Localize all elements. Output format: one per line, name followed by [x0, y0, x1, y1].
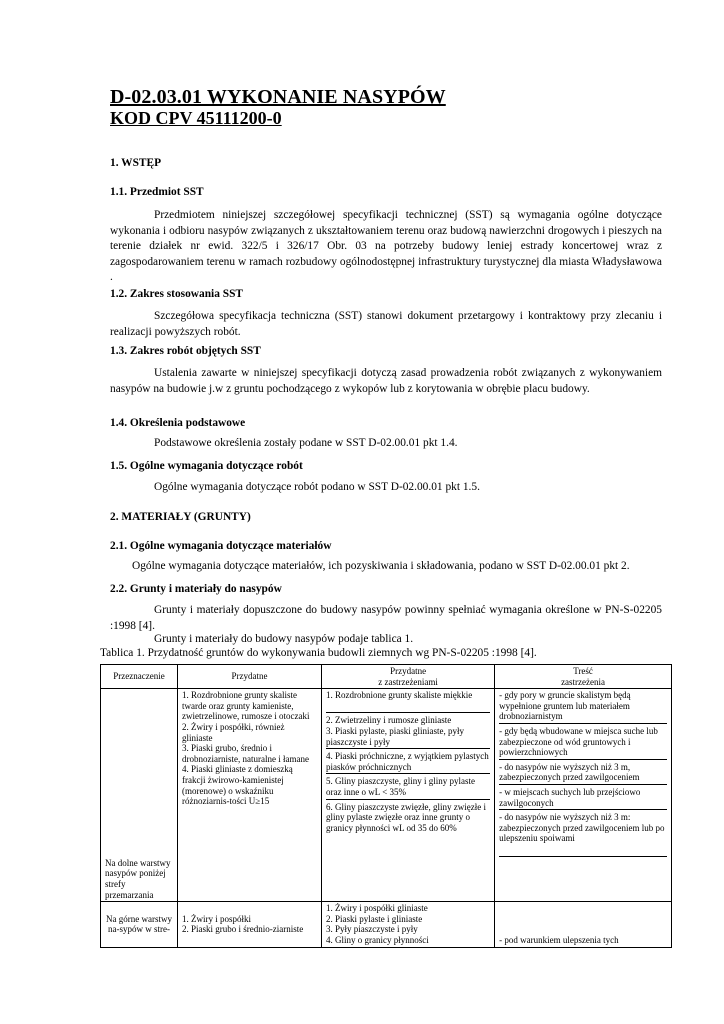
section-2-1-text: Ogólne wymagania dotyczące materiałów, ich pozyskiwania i składowania, podano w SST D-02.00.01 pkt 2. [132, 560, 630, 572]
table-caption: Tablica 1. Przydatność gruntów do wykonywania budowli ziemnych wg PN-S-02205 :1998 [4]. [100, 647, 537, 659]
section-2-1-heading: 2.1. Ogólne wymagania dotyczące materiałów [110, 540, 332, 552]
section-1-3-body: Ustalenia zawarte w niniejszej specyfikacji dotyczą zasad prowadzenia robót związanych z wykonywaniem nasypów na budowie j.w z gruntu pochodzącego z wykopów lub z korytowania w obrębie placu budowy. [110, 367, 662, 395]
row1-conditional-1: 1. Rozdrobnione grunty skaliste miękkie [326, 690, 490, 713]
section-1-1-text [110, 208, 662, 286]
row1-condition-4: - w miejscach suchych lub przejściowo zawilgoconych [499, 787, 667, 810]
section-1-4-heading: 1.4. Określenia podstawowe [110, 417, 246, 429]
section-1-5-heading: 1.5. Ogólne wymagania dotyczące robót [110, 460, 303, 472]
section-1-5-text: Ogólne wymagania dotyczące robót podano w SST D-02.00.01 pkt 1.5. [154, 481, 480, 493]
document-title: D-02.03.01 WYKONANIE NASYPÓW [110, 86, 446, 108]
row1-condition-1: - gdy pory w gruncie skalistym będą wypełnione gruntem lub materiałem drobnoziarnistym [499, 690, 667, 724]
section-2-2-body1: Grunty i materiały dopuszczone do budowy nasypów powinny spełniać wymagania określone w PN-S-02205 :1998 [4]. [110, 604, 662, 632]
row1-conditional [322, 689, 495, 902]
header-conditions-line2: zastrzeżenia [561, 676, 606, 687]
header-conditions [495, 665, 672, 689]
section-1-3-heading: 1.3. Zakres robót objętych SST [110, 345, 261, 357]
row2-purpose: Na górne warstwy na-sypów w stre- [101, 902, 178, 947]
section-2-2-text1 [110, 603, 662, 634]
table-header-row [101, 665, 672, 689]
header-conditional-line2: z zastrzeżeniami [378, 676, 438, 687]
row1-purpose: Na dolne warstwy nasypów poniżej strefy przemarzania [101, 689, 178, 902]
section-1-2-text [110, 309, 662, 340]
cpv-code: KOD CPV 45111200-0 [110, 108, 282, 128]
section-2-heading: 2. MATERIAŁY (GRUNTY) [110, 511, 251, 523]
section-1-2-body: Szczegółowa specyfikacja techniczna (SST) stanowi dokument przetargowy i kontraktowy przy zlecaniu i realizacji powyższych robót. [110, 310, 662, 338]
row1-conditions [495, 689, 672, 902]
row1-condition-5: - do nasypów nie wyższych niż 3 m: zabezpieczonych przed zawilgoceniem lub po ulepszeniu spoiwami [499, 812, 667, 857]
header-conditional-line1: Przydatne [390, 666, 427, 676]
row1-condition-2: - gdy będą wbudowane w miejsca suche lub zabezpieczone od wód gruntowych i powierzchniowych [499, 726, 667, 760]
table-row [101, 902, 672, 947]
row1-conditional-4: 5. Gliny piaszczyste, gliny i gliny pylaste oraz inne o wL < 35% [326, 776, 490, 799]
section-2-2-heading: 2.2. Grunty i materiały do nasypów [110, 583, 282, 595]
row1-conditional-5: 6. Gliny piaszczyste zwięzłe, gliny zwięzłe i gliny pylaste zwięzłe oraz inne grunty o granicy płynności wL od 35 do 60% [326, 801, 486, 833]
row2-conditional: 1. Żwiry i pospółki gliniaste 2. Piaski pylaste i gliniaste 3. Pyły piaszczyste i pyły 4. Gliny o granicy płynności [322, 902, 495, 947]
row1-conditional-3: 4. Piaski próchniczne, z wyjątkiem pylastych piasków próchnicznych [326, 751, 490, 774]
table-row [101, 689, 672, 902]
row2-conditions: - pod warunkiem ulepszenia tych [495, 902, 672, 947]
header-suitable: Przydatne [178, 665, 322, 689]
section-2-2-text2: Grunty i materiały do budowy nasypów podaje tablica 1. [154, 633, 414, 645]
row2-suitable: 1. Żwiry i pospółki 2. Piaski grubo i średnio-ziarniste [178, 902, 322, 947]
header-conditions-line1: Treść [573, 666, 593, 676]
section-1-4-text: Podstawowe określenia zostały podane w SST D-02.00.01 pkt 1.4. [154, 437, 458, 449]
header-purpose: Przeznaczenie [101, 665, 178, 689]
header-conditional [322, 665, 495, 689]
row1-suitable: 1. Rozdrobnione grunty skaliste twarde oraz grunty kamieniste, zwietrzelinowe, rumosze i otoczaki 2. Żwiry i pospółki, również gliniaste 3. Piaski grubo, średnio i drobnoziarniste, naturalne i łamane 4. Piaski gliniaste z domieszką frakcji żwirowo-kamienistej (morenowe) o wskaźniku różnoziarnis-tości U≥15 [178, 689, 322, 902]
row1-conditional-2: 2. Zwietrzeliny i rumosze gliniaste 3. Piaski pylaste, piaski gliniaste, pyły piaszczyste i pyły [326, 715, 490, 749]
row1-condition-3: - do nasypów nie wyższych niż 3 m, zabezpieczonych przed zawilgoceniem [499, 762, 667, 785]
section-1-3-text [110, 366, 662, 397]
section-1-1-heading: 1.1. Przedmiot SST [110, 186, 204, 198]
section-1-heading: 1. WSTĘP [110, 157, 162, 169]
section-1-1-body: Przedmiotem niniejszej szczegółowej specyfikacji technicznej (SST) są wymagania ogólne dotyczące wykonania i odbioru nasypów związanych z ukształtowaniem terenu oraz budową nawierzchni drogowych i pieszych na terenie działek nr ewid. 322/5 i 326/17 Obr. 03 na potrzeby budowy leniej estrady koncertowej wraz z zagospodarowaniem terenu w ramach rozbudowy ogólnodostępnej infrastruktury turystycznej dla miasta Władysławowa . [110, 209, 662, 283]
section-1-2-heading: 1.2. Zakres stosowania SST [110, 288, 244, 300]
soil-suitability-table [100, 664, 672, 948]
